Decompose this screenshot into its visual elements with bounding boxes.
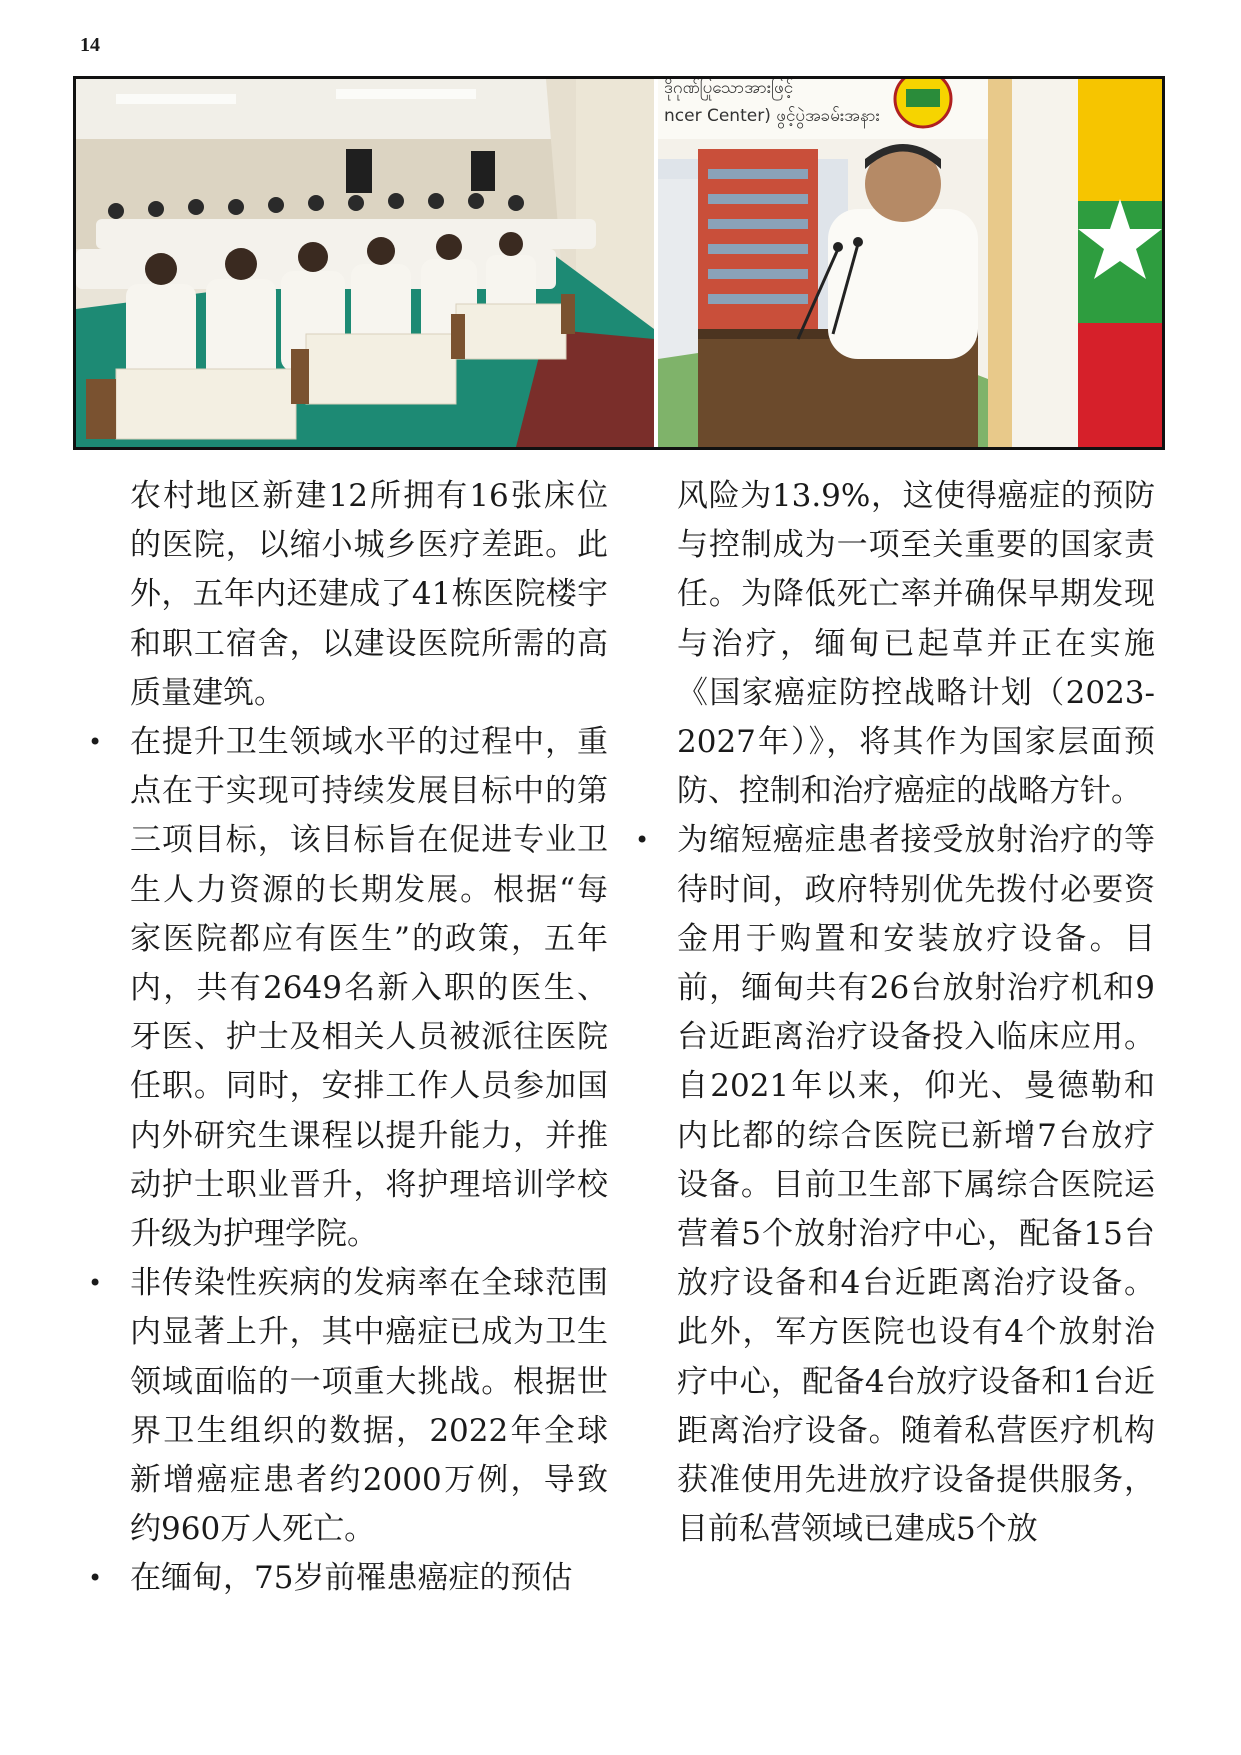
paragraph: 农村地区新建12所拥有16张床位的医院，以缩小城乡医疗差距。此外，五年内还建成了41栋医院楼宇和职工宿舍，以建设医院所需的高质量建筑。 bbox=[130, 478, 608, 711]
page-number: 14 bbox=[80, 34, 100, 56]
audience-photo bbox=[76, 79, 654, 447]
bullet-paragraph: • 为缩短癌症患者接受放射治疗的等待时间，政府特别优先拨付必要资金用于购置和安装放疗设备。目前，缅甸共有26台放射治疗机和9台近距离治疗设备投入临床应用。自2021年以来，仰光、曼德勒和内比都的综合医院已新增7台放疗设备。目前卫生部下属综合医院运营着5个放射治疗中心，配备15台放疗设备和4台近距离治疗设备。此外，军方医院也设有4个放射治疗中心，配备4台放疗设备和1台近距离治疗设备。随着私营医疗机构获准使用先进放疗设备提供服务，目前私营领域已建成5个放 bbox=[635, 816, 1155, 1554]
bullet-paragraph: • 在缅甸，75岁前罹患癌症的预估 bbox=[88, 1554, 608, 1603]
speaker-photo bbox=[658, 79, 1162, 447]
right-column bbox=[635, 472, 1155, 1554]
banner-line-1: ဒိုဂုဏ်ပြုသောအားဖြင့် bbox=[664, 79, 794, 98]
left-column bbox=[88, 472, 608, 1604]
paragraph: 风险为13.9%，这使得癌症的预防与控制成为一项至关重要的国家责任。为降低死亡率并确保早期发现与治疗，缅甸已起草并正在实施《国家癌症防控战略计划（2023-2027年）》，将其作为国家层面预防、控制和治疗癌症的战略方针。 bbox=[677, 478, 1155, 810]
bullet-paragraph: • 非传染性疾病的发病率在全球范围内显著上升，其中癌症已成为卫生领域面临的一项重大挑战。根据世界卫生组织的数据，2022年全球新增癌症患者约2000万例，导致约960万人死亡。 bbox=[88, 1259, 608, 1554]
banner-line-2: ncer Center) ဖွင့်ပွဲအခမ်းအနား bbox=[664, 106, 880, 126]
photo-strip bbox=[73, 76, 1165, 450]
bullet-paragraph: • 在提升卫生领域水平的过程中，重点在于实现可持续发展目标中的第三项目标，该目标旨在促进专业卫生人力资源的长期发展。根据“每家医院都应有医生”的政策，五年内，共有2649名新入职的医生、牙医、护士及相关人员被派往医院任职。同时，安排工作人员参加国内外研究生课程以提升能力，并推动护士职业晋升，将护理培训学校升级为护理学院。 bbox=[88, 718, 608, 1259]
